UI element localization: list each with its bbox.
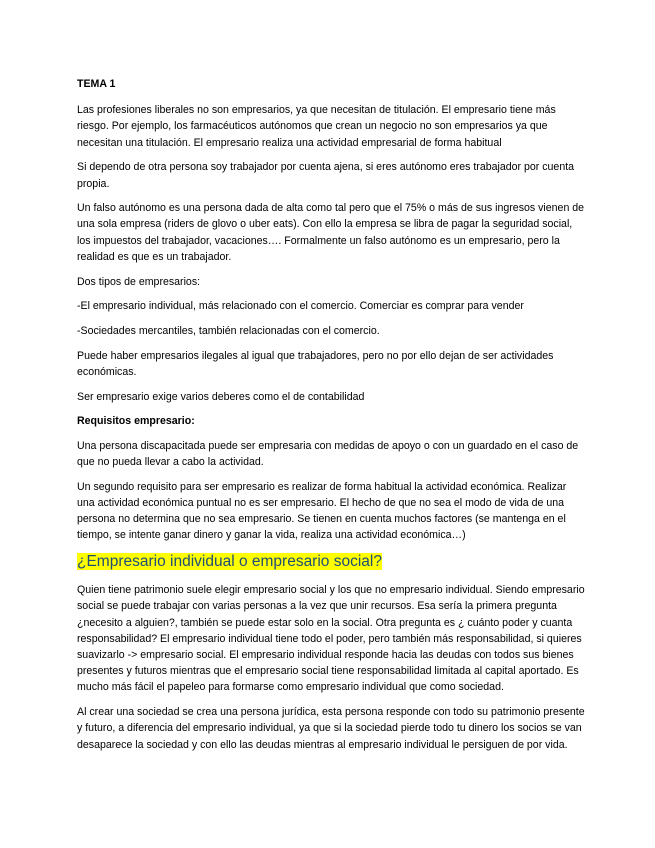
heading-container [77,552,585,572]
paragraph-empresarios-ilegales: Puede haber empresarios ilegales al igual que trabajadores, pero no por ello dejan de ser actividades económicas. [77,349,554,378]
paragraph-persona-juridica: Al crear una sociedad se crea una persona jurídica, esta persona responde con todo su patrimonio presente y futuro, a diferencia del empresario individual, ya que si la sociedad pierde todo tu dinero los socios se van desaparece la sociedad y con ello las deudas mientras al empresario individual le persiguen de por vida. [77,706,585,751]
paragraph-liberal-professions: Las profesiones liberales no son empresarios, ya que necesitan de titulación. El empresario tiene más riesgo. Por ejemplo, los farmacéuticos autónomos que crean un negocio no son empresarios ya que necesitan una titulación. El empresario realiza una actividad empresarial de forma habitual [77,104,556,149]
paragraph-patrimonio: Quien tiene patrimonio suele elegir empresario social y los que no empresario individual. Siendo empresario social se puede trabajar con varias personas a la vez que unir recursos. Esa sería la primera pregunta ¿necesito a alguien?, también se puede estar solo en la social. Otra pregunta es ¿ cuánto poder y cuanta responsabilidad? El empresario individual tiene todo el poder, pero también más responsabilidad, si quieres suavizarlo -> empresario social. El empresario individual responde hacia las deudas con todos sus bienes presentes y futuros mientras que el empresario social tiene responsabilidad limitada al capital aportado. Es mucho más fácil el papeleo para formarse como empresario individual que como sociedad. [77,584,585,694]
paragraph-cuenta-ajena: Si dependo de otra persona soy trabajador por cuenta ajena, si eres autónomo eres trabajador por cuenta propia. [77,161,575,190]
document-title: TEMA 1 [77,78,116,90]
paragraph-dos-tipos: Dos tipos de empresarios: [77,275,201,288]
paragraph-segundo-requisito: Un segundo requisito para ser empresario es realizar de forma habitual la actividad económica. Realizar una actividad económica puntual no es ser empresario. El hecho de que no sea el modo de vida de una persona no determina que no sea empresario. Se tienen en cuenta muchos factores (se mantenga en el tiempo, se intente ganar dinero y ganar la vida, realiza una actividad económica…) [77,480,567,542]
paragraph-discapacitada: Una persona discapacitada puede ser empresaria con medidas de apoyo o con un guardado en el caso de que no pueda llevar a cabo la actividad. [77,439,579,469]
paragraph-empresario-individual: -El empresario individual, más relacionado con el comercio. Comerciar es comprar para vender [77,300,524,313]
paragraph-falso-autonomo: Un falso autónomo es una persona dada de alta como tal pero que el 75% o más de sus ingresos vienen de una sola empresa (riders de glovo o uber eats). Con ello la empresa se libra de pagar la seguridad social, los impuestos del trabajador, vacaciones…. Formalmente un falso autónomo es un empresario, pero la realidad es que es un trabajador. [77,202,585,263]
paragraph-sociedades-mercantiles: -Sociedades mercantiles, también relacionadas con el comercio. [77,324,380,337]
paragraph-deberes: Ser empresario exige varios deberes como el de contabilidad [77,390,365,403]
subheading-requisitos: Requisitos empresario: [77,415,195,428]
section-heading: ¿Empresario individual o empresario social? [77,553,382,571]
